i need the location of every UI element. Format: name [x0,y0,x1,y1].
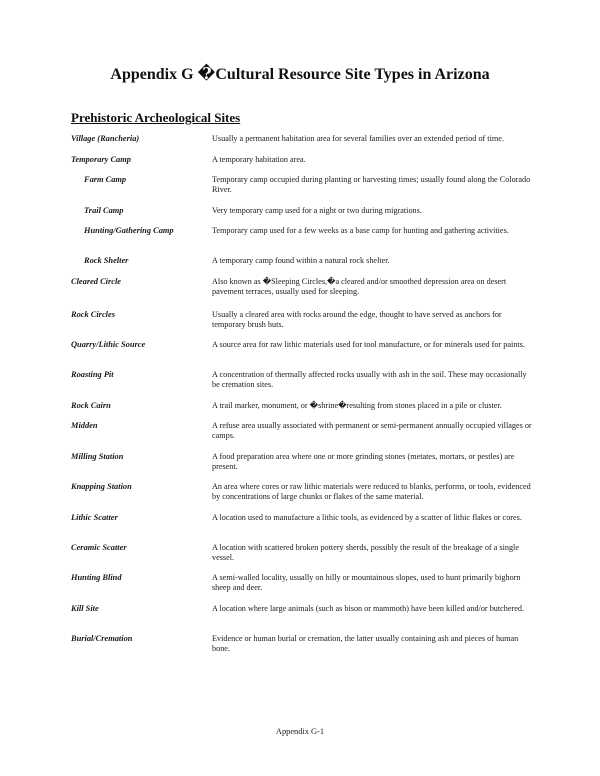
definition: A temporary camp found within a natural rock shelter. [212,256,390,265]
term: Rock Shelter [84,256,129,265]
definition: Temporary camp occupied during planting or harvesting times; usually found along the Colorado River. [212,175,531,194]
definition: A location with scattered broken pottery sherds, possibly the result of the breakage of a single vessel. [212,543,519,562]
definition: Evidence or human burial or cremation, the latter usually containing ash and pieces of human bone. [212,634,519,653]
term: Ceramic Scatter [71,543,127,552]
definition: A location used to manufacture a lithic tools, as evidenced by a scatter of lithic flakes or cores. [212,513,522,522]
definition: A trail marker, monument, or �shrine�resulting from stones placed in a pile or cluster. [212,401,502,410]
term: Kill Site [71,604,99,613]
definition: Usually a permanent habitation area for several families over an extended period of time. [212,134,504,143]
term: Roasting Pit [71,370,114,379]
definition: A temporary habitation area. [212,155,306,164]
definition: A location where large animals (such as bison or mammoth) have been killed and/or butchered. [212,604,525,613]
term: Burial/Cremation [71,634,133,643]
definition: Temporary camp used for a few weeks as a base camp for hunting and gathering activities. [212,226,509,235]
definition: A food preparation area where one or more grinding stones (metates, mortars, or pestles) are present. [212,452,515,471]
term: Farm Camp [84,175,127,184]
definition: Usually a cleared area with rocks around the edge, thought to have served as anchors for temporary brush huts. [212,310,502,329]
section-heading: Prehistoric Archeological Sites [71,110,241,125]
term: Knapping Station [71,482,132,491]
definition: A concentration of thermally affected rocks usually with ash in the soil. These may occasionally be cremation sites. [212,370,527,389]
term: Temporary Camp [71,155,131,164]
term: Quarry/Lithic Source [71,340,146,349]
term: Milling Station [71,452,124,461]
term: Rock Cairn [71,401,111,410]
term: Midden [71,421,98,430]
definition: A source area for raw lithic materials used for tool manufacture, or for minerals used for paints. [212,340,525,349]
definition: Also known as �Sleeping Circles,�a cleared and/or smoothed depression area on desert pavement terraces, usually used for sleeping. [212,277,507,296]
definition: An area where cores or raw lithic materials were reduced to blanks, performs, or tools, evidenced by concentrations of large chunks or flakes of the same material. [212,482,531,501]
definition: Very temporary camp used for a night or two during migrations. [212,206,422,215]
term: Village (Rancheria) [71,134,140,143]
definition: A semi-walled locality, usually on hilly or mountainous slopes, used to hunt primarily bighorn sheep and deer. [212,573,521,592]
term: Cleared Circle [71,277,122,286]
definition: A refuse area usually associated with permanent or semi-permanent annually occupied villages or camps. [212,421,532,440]
page-title: Appendix G �Cultural Resource Site Types in Arizona [110,66,490,83]
term: Lithic Scatter [71,513,118,522]
term: Hunting Blind [71,573,122,582]
term: Rock Circles [71,310,115,319]
term: Hunting/Gathering Camp [84,226,174,235]
term: Trail Camp [84,206,124,215]
page-footer: Appendix G-1 [275,727,325,736]
